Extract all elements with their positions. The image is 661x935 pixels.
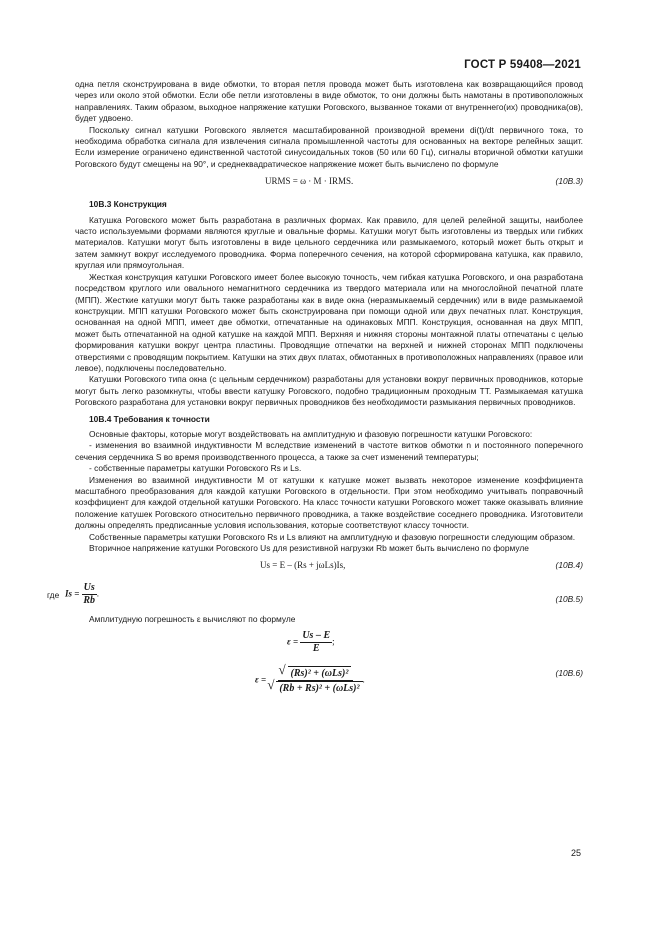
paragraph: Катушки Роговского типа окна (с цельным сердечником) разработаны для установки вокруг первичных проводников, которые могут быть легко разомкнуты, чтобы ввести катушку Роговского, подобно традиционным проходным ТТ. Размыкаемая катушка Роговского разработана для установки вокруг первичных проводников без необходимости размыкания первичных проводников. (75, 374, 583, 408)
paragraph: Катушка Роговского может быть разработана в различных формах. Как правило, для целей релейной защиты, наиболее часто используемыми формами являются круглые и овальные формы. Катушки могут быть изготовлены из твердых или гибких материалов. Катушки могут быть изготовлены в виде цельного сердечника или размыкаемого, который может быть открыт и затем замкнут вокруг исследуемого проводника. Форма поперечного сечения, на которой сформирована катушка, как правило, круглая или прямоугольная. (75, 214, 583, 271)
fraction (300, 630, 332, 655)
paragraph: Собственные параметры катушки Роговского Rs и Ls влияют на амплитудную и фазовую погрешности следующим образом. (89, 531, 576, 542)
list-item: - изменения во взаимной индуктивности M вследствие изменений в частоте витков обмотки n и постоянного поперечного сечения сердечника S во время производственного процесса, а также за счет изменений температуры; (75, 440, 583, 462)
equation-lhs: ε = (255, 674, 267, 685)
equation-lhs: Is = (65, 589, 80, 599)
equation-number: (10B.4) (555, 560, 583, 571)
equation-epsilon (75, 626, 583, 662)
list-item: - собственные параметры катушки Роговского Rs и Ls. (89, 463, 302, 474)
paragraph: Вторичное напряжение катушки Роговского Us для резистивной нагрузки Rb может быть вычислено по формуле (89, 543, 529, 554)
page-number: 25 (570, 848, 581, 858)
where-label: где (47, 590, 60, 601)
paragraph: Поскольку сигнал катушки Роговского является масштабированной производной времени di(t)/dt первичного тока, то необходима обработка сигнала для извлечения сигнала промышленной частоты для основанных на векторе релейных защит. Если измерение ограничено единственной частотой синусоидальных токов (50 или 60 Гц), сигналы вторичной обмотки катушки Роговского будут смещены на 90°, и среднеквадратическое напряжение может быть вычислено по формуле (75, 124, 583, 169)
equation-formula: ε = √ (Rs)² + (ωLs)² √ (Rb + Rs)² + (ωLs)² . (255, 666, 365, 695)
section-heading: 10B.3 Конструкция (89, 199, 167, 210)
equation-formula: Us = E – (Rs + jωLs)Is, (260, 560, 346, 571)
paragraph: Основные факторы, которые могут воздействовать на амплитудную и фазовую погрешности катушки Роговского: (89, 428, 533, 439)
equation-number: (10B.3) (555, 176, 583, 187)
paragraph: Изменения во взаимной индуктивности M от катушки к катушке может вызвать некоторое изменение коэффициента масштабного преобразования для каждой катушки Роговского в отдельности. При этом необходимо учитывать поправочный коэффициент для каждой отдельной катушки Роговского. На класс точности катушки Роговского может также оказывать влияние положение катушек Роговского относительно первичного проводника, а также воздействие соседнего проводника. Изготовители должны определять предписанные условия использования, которые соответствуют классу точности. (75, 474, 583, 531)
paragraph: одна петля сконструирована в виде обмотки, то вторая петля провода может быть изготовлена как возвращающийся провод через или около этой обмотки. Если обе петли изготовлены в виде обмоток, то они должны быть намотаны в противоположных направлениях. Таким образом, выходное напряжение катушки Роговского, вызванное токами от внутреннего(их) проводника(ов), будет удвоено. (75, 79, 583, 124)
numerator: √ (Rs)² + (ωLs)² (288, 666, 352, 680)
document-code: ГОСТ Р 59408—2021 (464, 59, 581, 71)
fraction (82, 582, 97, 607)
denominator: √ (Rb + Rs)² + (ωLs)² (276, 681, 362, 695)
equation-10b4 (75, 554, 583, 578)
paragraph: Амплитудную погрешность ε вычисляют по формуле (89, 614, 296, 625)
equation-10b5 (47, 578, 583, 614)
denominator: E (312, 642, 320, 654)
equation-formula: ε = $\frac{Us - E}{E}$ ; (287, 629, 335, 654)
equation-number: (10B.5) (555, 594, 583, 605)
numerator: Us – E (302, 629, 331, 641)
fraction (268, 666, 362, 695)
equation-formula: URMS = ω · M · IRMS. (265, 176, 354, 187)
equation-10b3 (75, 170, 583, 194)
equation-formula: Is = $\frac{Us}{Rb}$ . (65, 582, 100, 607)
denominator: Rb (83, 595, 96, 607)
equation-lhs: ε = (287, 636, 299, 647)
equation-10b6 (75, 662, 583, 710)
paragraph: Жесткая конструкция катушки Роговского имеет более высокую точность, чем гибкая катушка Роговского, и она разработана посредством круглого или овального немагнитного сердечника из твердого материала или на многослойной печатной плате (МПП). Жесткие катушки могут быть также разработаны как в виде окна (неразмыкаемый сердечник) или в виде размыкаемой конструкции. МПП катушки Роговского может быть сконструирована при помощи одной или двух печатных плат. Конструкция, основанная на одной МПП, имеет две обмотки, отпечатанные на одинаковых МПП. Конструкция, основанная на двух МПП, может быть отпечатанной на одной катушке на каждой МПП. Верхняя и нижняя стороны монтажной платы отпечатаны с целью формирования катушки вокруг центра пластины. Проводящие отпечатки на верхней и нижней сторонах МПП подключены отверстиями с проводящим покрытием. Катушки на этих двух платах, обмотанных в противоположных направлениях (правое или левое), подключены последовательно. (75, 271, 583, 373)
equation-number: (10B.6) (555, 667, 583, 678)
document-body (47, 79, 583, 710)
section-heading: 10B.4 Требования к точности (89, 413, 210, 424)
numerator: Us (83, 582, 95, 594)
